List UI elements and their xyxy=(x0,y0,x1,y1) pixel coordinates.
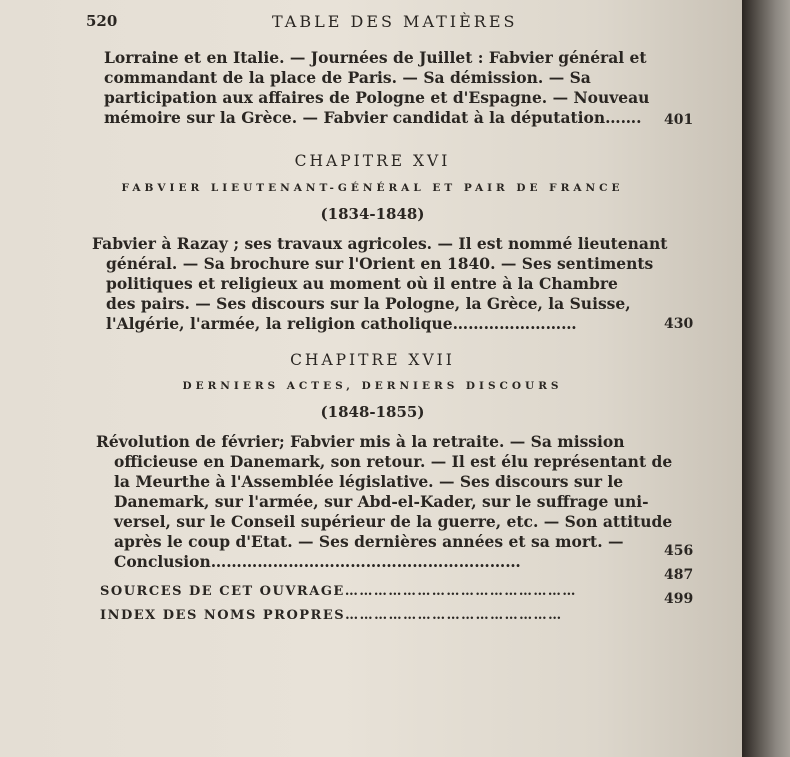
chapter-17-title: CHAPITRE XVII xyxy=(290,351,455,369)
chapter-16-subtitle: FABVIER LIEUTENANT-GÉNÉRAL ET PAIR DE FRANCE xyxy=(121,182,624,194)
chapter-16-line: Fabvier à Razay ; ses travaux agricoles. — Il est nommé lieutenant xyxy=(92,234,668,253)
intro-line: mémoire sur la Grèce. — Fabvier candidat à la députation……. xyxy=(104,108,642,127)
sources-entry: SOURCES DE CET OUVRAGE………………………………………… xyxy=(100,584,577,599)
chapter-16-dates: (1834-1848) xyxy=(320,205,425,223)
chapter-17-page-ref: 456 xyxy=(664,543,694,559)
chapter-16-line: l'Algérie, l'armée, la religion catholique…………………… xyxy=(106,314,577,333)
chapter-16-title: CHAPITRE XVI xyxy=(294,152,451,170)
conclusion-page-ref: 487 xyxy=(664,567,694,583)
intro-line: Lorraine et en Italie. — Journées de Juillet : Fabvier général et xyxy=(104,48,647,67)
chapter-17-line: après le coup d'Etat. — Ses dernières années et sa mort. — xyxy=(114,532,624,551)
chapter-16-line: des pairs. — Ses discours sur la Pologne, la Grèce, la Suisse, xyxy=(106,294,631,313)
book-binding xyxy=(742,0,790,757)
intro-paragraph xyxy=(104,48,664,128)
chapter-16-line: politiques et religieux au moment où il entre à la Chambre xyxy=(106,274,618,293)
chapter-16-paragraph xyxy=(92,234,668,334)
chapter-16-line: général. — Sa brochure sur l'Orient en 1840. — Ses sentiments xyxy=(106,254,654,273)
intro-page-ref: 401 xyxy=(664,112,694,128)
running-title: TABLE DES MATIÈRES xyxy=(272,12,518,31)
chapter-17-line: officieuse en Danemark, son retour. — Il est élu représentant de xyxy=(114,452,673,471)
chapter-17-line: la Meurthe à l'Assemblée législative. — Ses discours sur le xyxy=(114,472,624,491)
intro-line: participation aux affaires de Pologne et d'Espagne. — Nouveau xyxy=(104,88,650,107)
page-number: 520 xyxy=(86,12,118,30)
sources-page-ref: 499 xyxy=(664,591,694,607)
chapter-16-page-ref: 430 xyxy=(664,316,694,332)
chapter-17-dates: (1848-1855) xyxy=(320,403,425,421)
chapter-17-conclusion: Conclusion…………………………………………………… xyxy=(114,552,521,571)
intro-line: commandant de la place de Paris. — Sa démission. — Sa xyxy=(104,68,591,87)
chapter-17-line: Révolution de février; Fabvier mis à la retraite. — Sa mission xyxy=(96,432,625,451)
index-entry: INDEX DES NOMS PROPRES……………………………………… xyxy=(100,608,563,623)
page-header xyxy=(0,12,745,36)
chapter-17-paragraph xyxy=(96,432,673,572)
chapter-17-line: Danemark, sur l'armée, sur Abd-el-Kader, sur le suffrage uni- xyxy=(114,492,649,511)
chapter-17-subtitle: DERNIERS ACTES, DERNIERS DISCOURS xyxy=(182,380,563,392)
chapter-17-line: versel, sur le Conseil supérieur de la guerre, etc. — Son attitude xyxy=(114,512,673,531)
